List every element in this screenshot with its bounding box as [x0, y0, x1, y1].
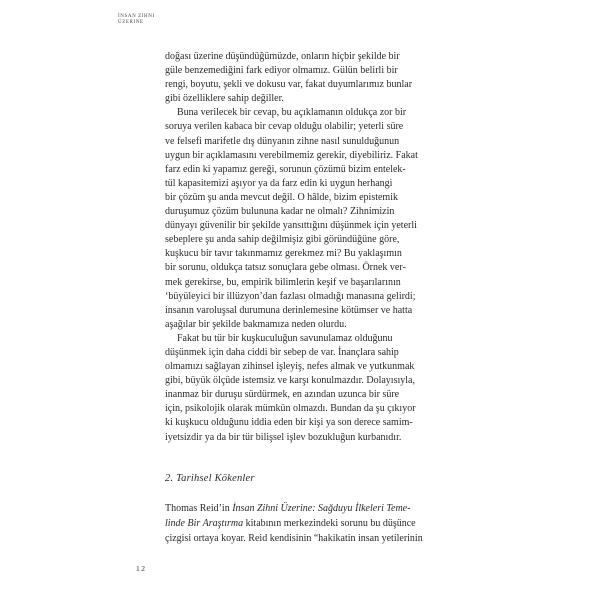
book-title: İnsan Zihni Üzerine: Sağduyu İlkeleri Teme- — [232, 503, 411, 514]
text-line: düşünmek için daha ciddi bir sebep de var. İnançlara sahip — [165, 346, 399, 358]
text-line: doğası üzerine düşündüğümüzde, onların hiçbir şekilde bir — [165, 51, 400, 62]
paragraph — [165, 106, 472, 332]
text-line: bir sorunu, oldukça tatsız sonuçlara gebe olması. Örnek ver- — [165, 262, 406, 274]
text-line: ‘büyüleyici bir illüzyon’dan fazlası olmadığı manasına gelirdi; — [165, 290, 416, 302]
paragraph — [165, 332, 472, 445]
text-line: olmamızı sağlayan zihinsel işleyiş, nefes almak ve yutkunmak — [165, 361, 415, 373]
text-line: soruya verilen kabaca bir cevap olduğu olabilir; yeterli süre — [165, 121, 404, 133]
text-line: Buna verilecek bir cevap, bu açıklamanın oldukça zor bir — [177, 107, 407, 119]
text-line: uygun bir açıklamasını verebilmemiz gerekir, diyebiliriz. Fakat — [165, 149, 418, 161]
text-line: duruşumuz çözüm bulununa kadar ne olmalı? Zihnimizin — [165, 206, 395, 218]
text-line: tül kapasitemizi aşıyor ya da farz edin ki uygun herhangi — [165, 177, 393, 189]
text-line — [165, 516, 472, 531]
text-line: dünyayı güvenilir bir şekilde yansıttığını düşünmek için yeterli — [165, 220, 417, 232]
text-line: için, psikolojik olarak mümkün olmazdı. Bundan da şu çıkıyor — [165, 403, 416, 415]
running-head-line-2: ÜZERINE — [118, 20, 144, 25]
text-line: farz edin ki yapamız gereği, sorunun çözümü bizim entelek- — [165, 163, 406, 175]
text-run: Thomas Reid’in — [165, 503, 233, 514]
text-line: inanmaz bir duruşu sürdürmek, en azından uzunca bir süre — [165, 389, 400, 401]
body-text — [165, 50, 472, 445]
text-run: kitabının merkezindeki sorunu bu düşünce — [243, 518, 416, 529]
book-title: linde Bir Araştırma — [165, 518, 244, 529]
text-line: rengi, boyutu, şekli ve dokusu var, fakat duyumlarımız bunlar — [165, 79, 413, 91]
text-line: çizgisi ortaya koyar. Reid kendisinin “hakikatin insan yetilerinin — [165, 533, 423, 544]
running-head — [118, 14, 155, 26]
text-line: güle benzemediğini fark ediyor olmamız. Gülün belirli bir — [165, 65, 398, 77]
section-heading: 2. Tarihsel Kökenler — [165, 473, 255, 484]
text-line: insanın varoluşsal durumuna derinlemesine kötümser ve hatta — [165, 304, 413, 316]
page-number: 12 — [136, 564, 147, 573]
paragraph — [165, 50, 472, 106]
text-line: gibi özelliklere sahip değiller. — [165, 93, 284, 105]
text-line: mek gerekirse, bu, empirik bilimlerin keşif ve başarılarının — [165, 276, 401, 288]
text-line: kuşkucu bir tavır takınmamız gerekmez mi? Bu yaklaşımın — [165, 248, 402, 260]
running-head-line-1: İNSAN ZIHNI — [118, 14, 155, 19]
text-line: Fakat bu tür bir kuşkuculuğun savunulamaz olduğunu — [177, 332, 393, 344]
text-line — [165, 501, 472, 516]
text-line: sebeplere şu anda sahip değilmişiz gibi göründüğüne göre, — [165, 234, 400, 246]
text-line: gibi, büyük ölçüde istemsiz ve karşı konulmazdır. Dolayısıyla, — [165, 375, 415, 387]
text-line: ki kuşkucu olduğunu iddia eden bir kişi ya son derece samim- — [165, 417, 413, 429]
text-line: aşağılar bir şekilde bakmamıza neden olurdu. — [165, 318, 347, 330]
paragraph — [165, 501, 472, 546]
text-line: bir çözüm şu anda mevcut değil. O hâlde, bizim epistemik — [165, 191, 398, 203]
text-line: ve felsefi marifetle dış dünyanın zihne nasıl sunulduğunun — [165, 135, 400, 147]
text-line: iyetsizdir ya da bir tür bilişsel işlev bozukluğun kurbanıdır. — [165, 431, 402, 443]
